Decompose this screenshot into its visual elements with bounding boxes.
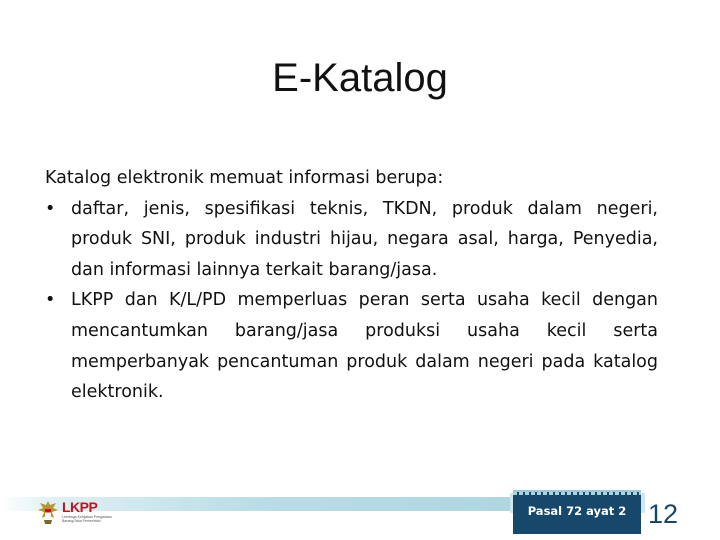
bullet-text: daftar, jenis, spesifikasi teknis, TKDN, produk dalam negeri, produk SNI, produk industri hijau, negara asal, harga, Penyedia, dan informasi lainnya terkait barang/jasa. (71, 198, 658, 280)
logo-subtitle: Lembaga Kebijakan Pengadaan Barang/Jasa Pemerintah (62, 515, 112, 523)
slide-body (45, 163, 658, 408)
bullet-marker: • (45, 290, 56, 311)
bullet-item (45, 194, 658, 286)
slide-title: E-Katalog (272, 56, 448, 100)
bullet-text: LKPP dan K/L/PD memperluas peran serta usaha kecil dengan mencantumkan barang/jasa produksi usaha kecil serta memperbanyak pencantuman produk dalam negeri pada katalog elektronik. (71, 290, 658, 403)
bullet-item (45, 285, 658, 407)
page-number: 12 (648, 499, 679, 529)
lkpp-logo (36, 499, 126, 529)
reference-badge (513, 490, 641, 534)
logo-wordmark: LKPP (62, 499, 98, 515)
intro-text: Katalog elektronik memuat informasi berupa: (45, 168, 444, 188)
bullet-list (45, 194, 658, 408)
reference-badge-label: Pasal 72 ayat 2 (527, 504, 627, 518)
bullet-marker: • (45, 198, 56, 219)
garuda-emblem-icon (36, 499, 60, 527)
